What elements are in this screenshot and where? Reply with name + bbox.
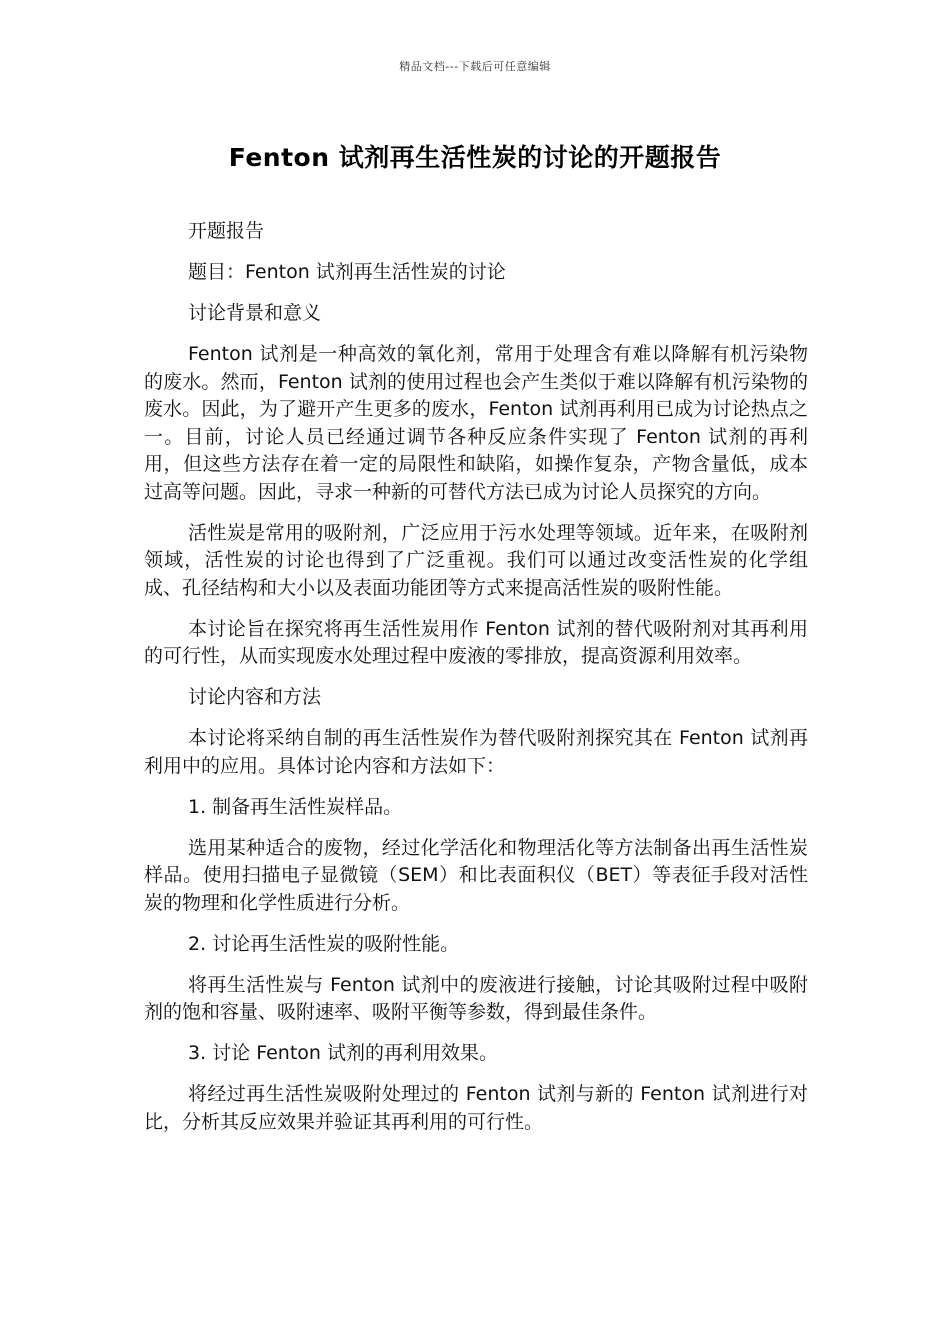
paragraph: 本讨论将采纳自制的再生活性炭作为替代吸附剂探究其在 Fenton 试剂再利用中的应用。具体讨论内容和方法如下：	[144, 727, 808, 777]
document-body	[144, 218, 808, 1150]
section-heading-background: 讨论背景和意义	[188, 302, 322, 324]
paragraph: 本讨论旨在探究将再生活性炭用作 Fenton 试剂的替代吸附剂对其再利用的可行性，从而实现废水处理过程中废液的零排放，提高资源利用效率。	[144, 617, 808, 667]
document-title: Fenton 试剂再生活性炭的讨论的开题报告	[228, 143, 722, 172]
paragraph: Fenton 试剂是一种高效的氧化剂，常用于处理含有难以降解有机污染物的废水。然而，Fenton 试剂的使用过程也会产生类似于难以降解有机污染物的废水。因此，为了避开产生更多的废水，Fenton 试剂再利用已成为讨论热点之一。目前，讨论人员已经通过调节各种反应条件实现了 Fenton 试剂的再利用，但这些方法存在着一定的局限性和缺陷，如操作复杂，产物含量低，成本过高等问题。因此，寻求一种新的可替代方法已成为讨论人员探究的方向。	[144, 343, 808, 503]
list-item-heading: 2. 讨论再生活性炭的吸附性能。	[188, 932, 460, 955]
paragraph: 活性炭是常用的吸附剂，广泛应用于污水处理等领域。近年来，在吸附剂领域，活性炭的讨论也得到了广泛重视。我们可以通过改变活性炭的化学组成、孔径结构和大小以及表面功能团等方式来提高活性炭的吸附性能。	[144, 521, 808, 599]
header-note: 精品文档---下载后可任意编辑	[399, 60, 551, 73]
paragraph: 将经过再生活性炭吸附处理过的 Fenton 试剂与新的 Fenton 试剂进行对比，分析其反应效果并验证其再利用的可行性。	[144, 1083, 808, 1133]
list-item-heading: 3. 讨论 Fenton 试剂的再利用效果。	[188, 1042, 498, 1064]
paragraph-report-heading: 开题报告	[188, 220, 265, 242]
section-heading-methods: 讨论内容和方法	[188, 686, 322, 708]
paragraph: 选用某种适合的废物，经过化学活化和物理活化等方法制备出再生活性炭样品。使用扫描电子显微镜（SEM）和比表面积仪（BET）等表征手段对活性炭的物理和化学性质进行分析。	[144, 836, 808, 914]
paragraph-topic: 题目：Fenton 试剂再生活性炭的讨论	[188, 261, 506, 283]
list-item-heading: 1. 制备再生活性炭样品。	[188, 795, 403, 818]
paragraph: 将再生活性炭与 Fenton 试剂中的废液进行接触，讨论其吸附过程中吸附剂的饱和容量、吸附速率、吸附平衡等参数，得到最佳条件。	[144, 973, 808, 1023]
